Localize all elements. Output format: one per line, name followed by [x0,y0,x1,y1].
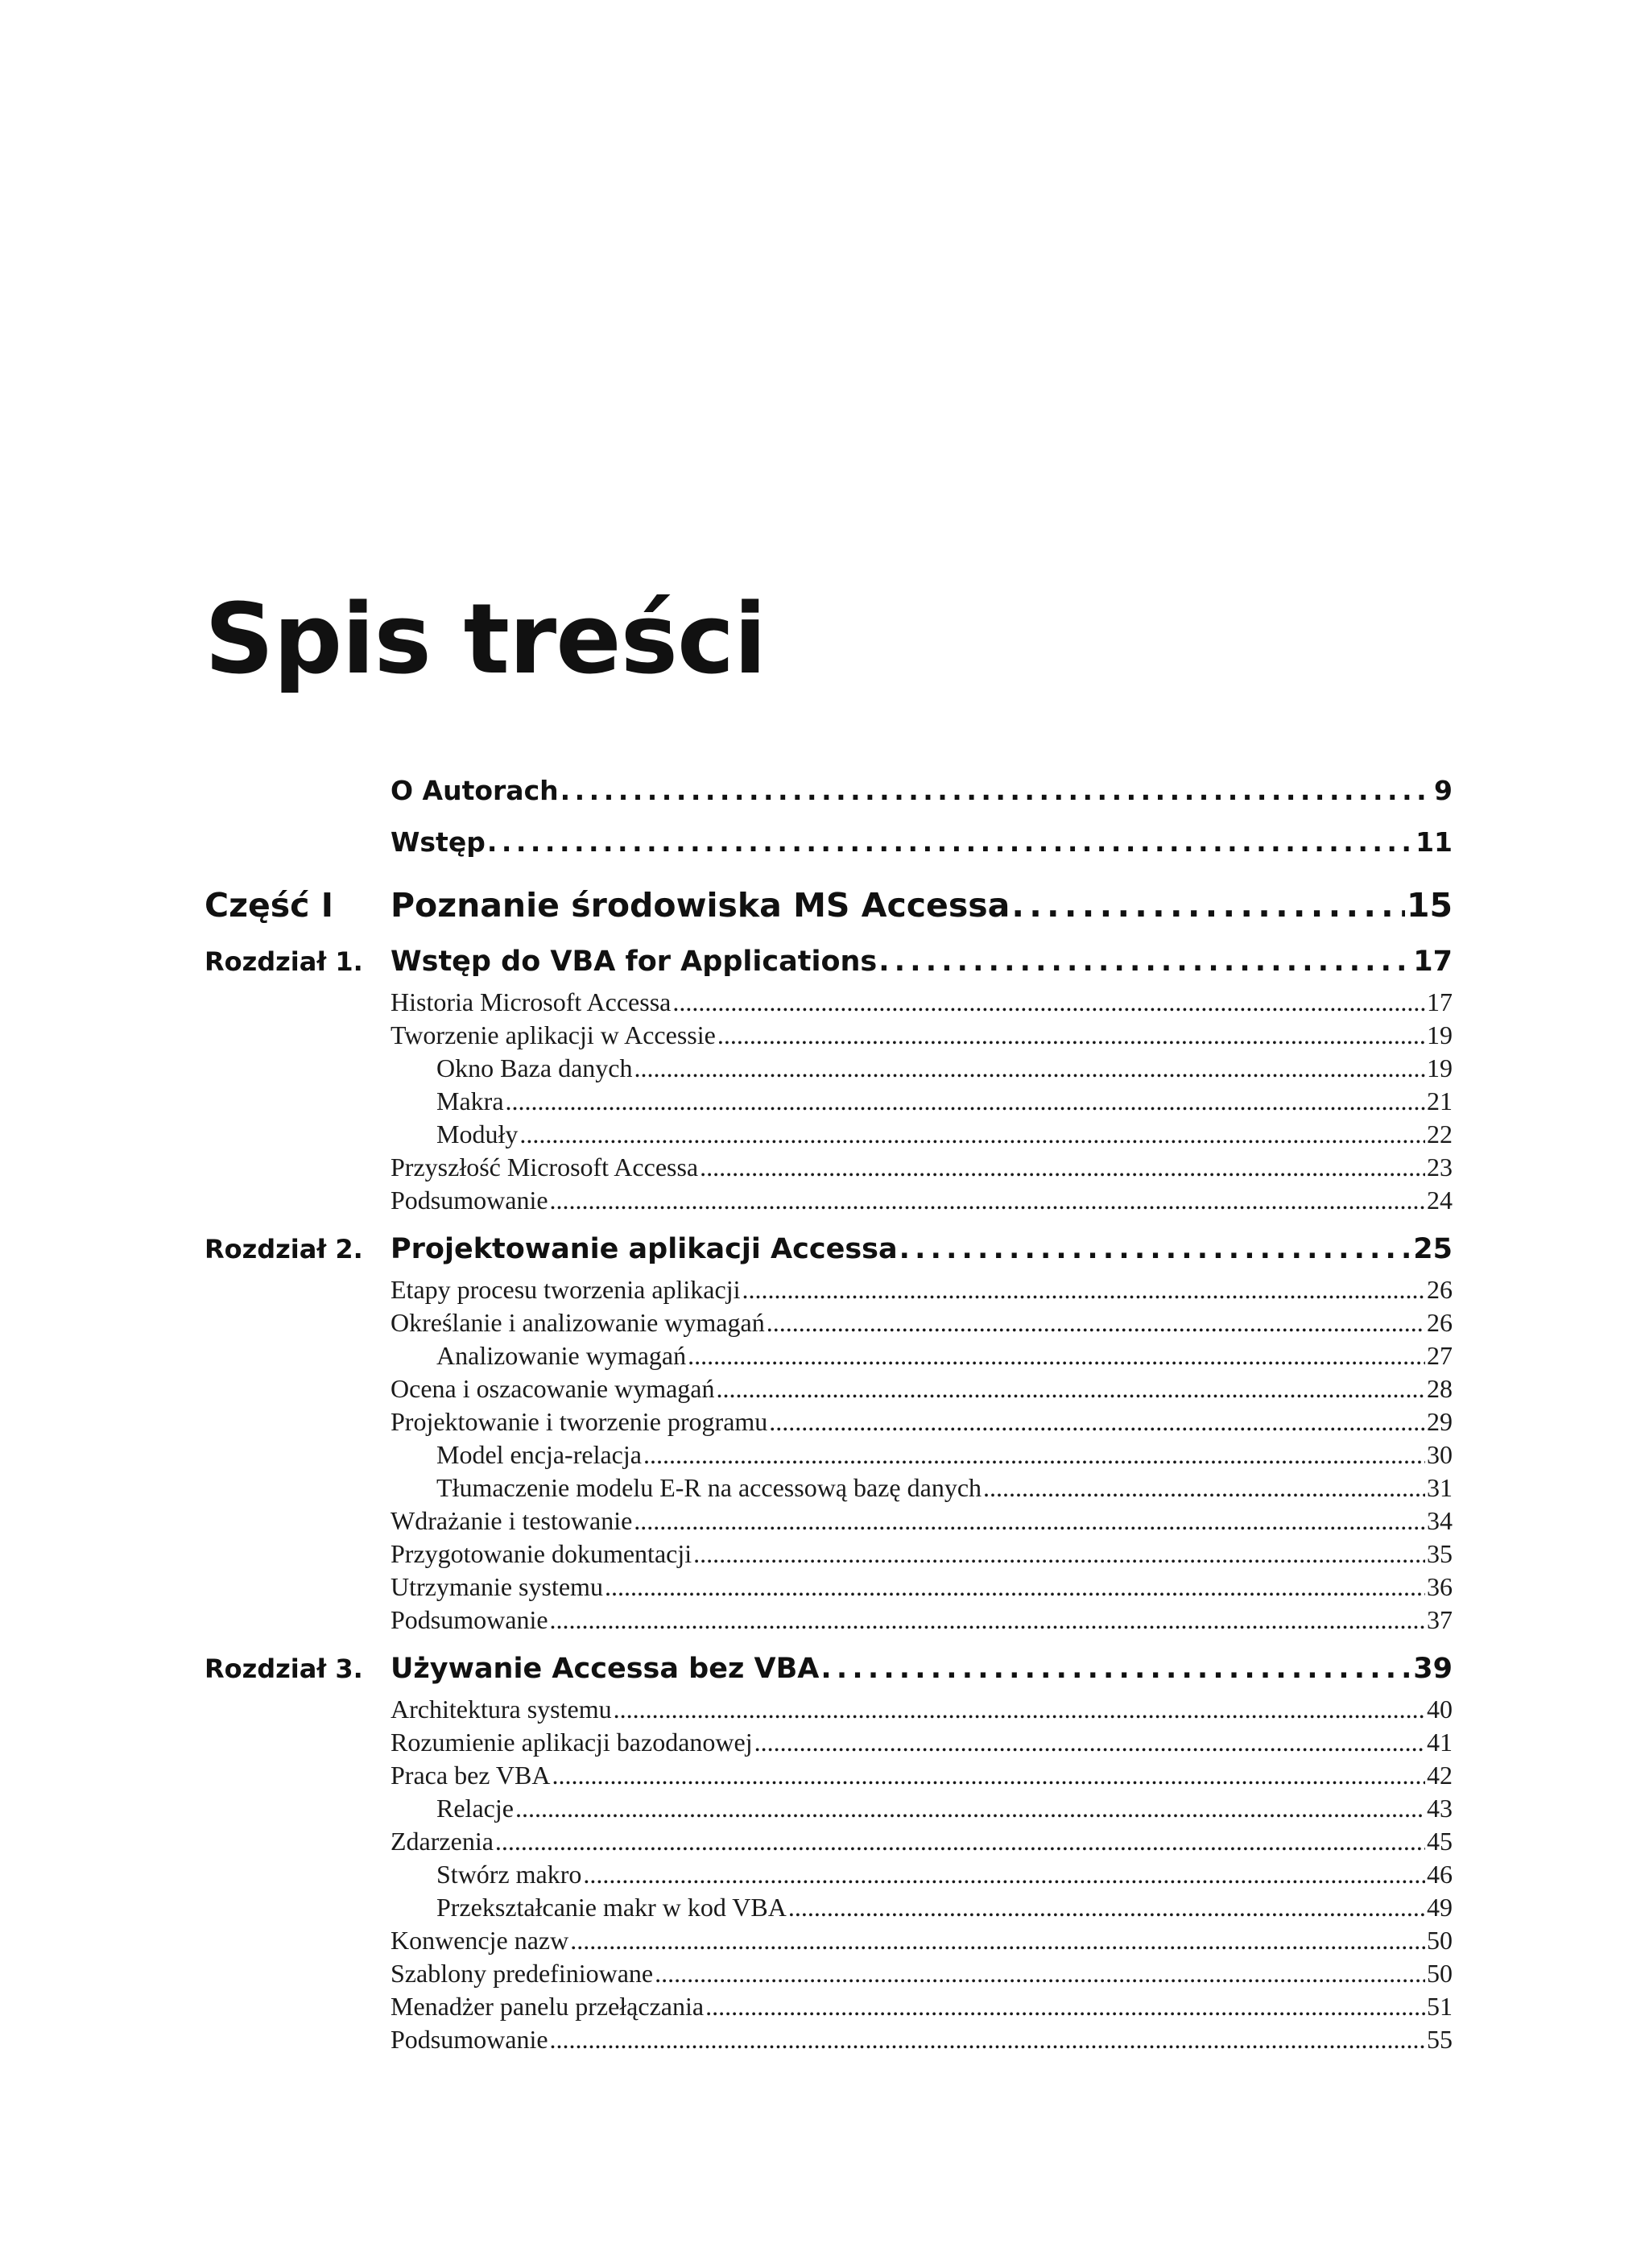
section-page: 31 [1427,1473,1453,1502]
section-title: Moduły [436,1120,519,1148]
section-page: 34 [1427,1506,1453,1535]
dot-leader [487,826,1414,858]
section-title: Przekształcanie makr w kod VBA [436,1893,787,1922]
toc-section[interactable] [205,1020,1453,1053]
toc-section[interactable] [205,1827,1453,1860]
dot-leader [820,1653,1411,1685]
toc-chapter-3[interactable] [205,1653,1453,1695]
dot-leader [705,1992,1425,2022]
chapter-title: Używanie Accessa bez VBA [391,1653,820,1685]
toc-section[interactable] [205,1959,1453,1992]
toc-entry-page: 9 [1434,775,1453,806]
section-title: Tłumaczenie modelu E-R na accessową bazę danych [436,1473,982,1502]
toc-subsection[interactable] [205,1053,1453,1086]
section-page: 43 [1427,1794,1453,1823]
dot-leader [717,1020,1425,1050]
section-title: Stwórz makro [436,1860,582,1889]
toc-section[interactable] [205,1153,1453,1186]
section-title: Określanie i analizowanie wymagań [391,1308,765,1337]
section-title: Model encja-relacja [436,1440,642,1469]
section-page: 30 [1427,1440,1453,1469]
toc-entry-title: O Autorach [391,775,559,806]
dot-leader [672,987,1425,1017]
toc-subsection[interactable] [205,1120,1453,1153]
dot-leader [614,1695,1425,1724]
section-page: 35 [1427,1539,1453,1568]
toc-section[interactable] [205,1506,1453,1539]
dot-leader [643,1440,1425,1470]
toc-section[interactable] [205,1539,1453,1572]
dot-leader [788,1893,1425,1922]
dot-leader [634,1506,1425,1536]
chapter-title: Wstęp do VBA for Applications [391,946,878,978]
section-title: Zdarzenia [391,1827,494,1856]
toc-section[interactable] [205,1186,1453,1219]
toc-section[interactable] [205,1275,1453,1308]
section-page: 21 [1427,1086,1453,1115]
section-title: Szablony predefiniowane [391,1959,654,1988]
section-page: 46 [1427,1860,1453,1889]
section-title: Przygotowanie dokumentacji [391,1539,692,1568]
toc-chapter-2[interactable] [205,1233,1453,1275]
dot-leader [605,1572,1425,1602]
dot-leader [550,1186,1425,1215]
toc-section[interactable] [205,1308,1453,1341]
section-page: 26 [1427,1275,1453,1304]
toc-entry-introduction[interactable] [205,826,1453,878]
section-page: 28 [1427,1374,1453,1403]
section-page: 55 [1427,2025,1453,2054]
section-page: 27 [1427,1341,1453,1370]
section-page: 23 [1427,1153,1453,1182]
toc-section[interactable] [205,1695,1453,1728]
toc-section[interactable] [205,2025,1453,2058]
dot-leader [754,1728,1425,1757]
toc-subsection[interactable] [205,1086,1453,1120]
dot-leader [742,1275,1425,1305]
section-title: Podsumowanie [391,1605,548,1634]
dot-leader [767,1308,1425,1338]
dot-leader [634,1053,1425,1083]
toc-subsection[interactable] [205,1794,1453,1827]
dot-leader [506,1086,1425,1116]
section-title: Praca bez VBA [391,1761,551,1790]
chapter-page: 25 [1413,1233,1453,1265]
toc-entry-page: 11 [1415,826,1453,858]
dot-leader [583,1860,1425,1889]
toc-subsection[interactable] [205,1893,1453,1926]
page-title: Spis treści [205,584,767,696]
chapter-title: Projektowanie aplikacji Accessa [391,1233,898,1265]
section-title: Tworzenie aplikacji w Accessie [391,1020,716,1049]
section-page: 36 [1427,1572,1453,1601]
section-title: Analizowanie wymagań [436,1341,687,1370]
section-page: 17 [1427,987,1453,1016]
dot-leader [519,1120,1425,1149]
toc-part-1[interactable] [205,886,1453,942]
section-title: Rozumienie aplikacji bazodanowej [391,1728,753,1757]
section-title: Przyszłość Microsoft Accessa [391,1153,699,1182]
dot-leader [552,1761,1425,1790]
section-title: Wdrażanie i testowanie [391,1506,633,1535]
part-label: Część I [205,886,333,925]
section-page: 19 [1427,1053,1453,1082]
chapter-label: Rozdział 1. [205,946,363,977]
section-page: 45 [1427,1827,1453,1856]
section-title: Historia Microsoft Accessa [391,987,672,1016]
section-page: 50 [1427,1926,1453,1955]
toc-section[interactable] [205,1728,1453,1761]
dot-leader [550,2025,1425,2055]
section-title: Podsumowanie [391,1186,548,1215]
toc-section[interactable] [205,987,1453,1020]
section-title: Projektowanie i tworzenie programu [391,1407,768,1436]
section-page: 24 [1427,1186,1453,1215]
section-title: Menadżer panelu przełączania [391,1992,705,2021]
toc-subsection[interactable] [205,1473,1453,1506]
part-title: Poznanie środowiska MS Accessa [391,886,1010,925]
dot-leader [899,1233,1412,1265]
section-page: 40 [1427,1695,1453,1724]
toc-subsection[interactable] [205,1440,1453,1473]
section-title: Makra [436,1086,504,1115]
toc-section[interactable] [205,1407,1453,1440]
dot-leader [570,1926,1425,1956]
section-page: 49 [1427,1893,1453,1922]
section-page: 42 [1427,1761,1453,1790]
toc-section[interactable] [205,1926,1453,1959]
dot-leader [700,1153,1425,1182]
toc-section[interactable] [205,1605,1453,1638]
toc-subsection[interactable] [205,1341,1453,1374]
dot-leader [550,1605,1425,1635]
table-of-contents [205,775,1453,2058]
toc-section[interactable] [205,1992,1453,2025]
toc-chapter-1[interactable] [205,946,1453,987]
section-page: 26 [1427,1308,1453,1337]
toc-entry-about-authors[interactable] [205,775,1453,826]
section-title: Okno Baza danych [436,1053,633,1082]
dot-leader [495,1827,1425,1856]
section-title: Podsumowanie [391,2025,548,2054]
section-page: 51 [1427,1992,1453,2021]
toc-section[interactable] [205,1374,1453,1407]
section-title: Utrzymanie systemu [391,1572,603,1601]
dot-leader [693,1539,1425,1569]
toc-section[interactable] [205,1572,1453,1605]
toc-section[interactable] [205,1761,1453,1794]
dot-leader [716,1374,1425,1404]
section-title: Relacje [436,1794,514,1823]
dot-leader [655,1959,1425,1989]
section-page: 22 [1427,1120,1453,1148]
dot-leader [983,1473,1425,1503]
chapter-page: 39 [1413,1653,1453,1685]
section-page: 19 [1427,1020,1453,1049]
dot-leader [1011,886,1405,925]
dot-leader [878,946,1411,978]
dot-leader [769,1407,1425,1437]
toc-subsection[interactable] [205,1860,1453,1893]
dot-leader [515,1794,1425,1823]
toc-entry-title: Wstęp [391,826,486,858]
section-title: Konwencje nazw [391,1926,569,1955]
section-page: 29 [1427,1407,1453,1436]
section-title: Architektura systemu [391,1695,612,1724]
dot-leader [688,1341,1425,1371]
chapter-page: 17 [1413,946,1453,978]
part-page: 15 [1406,886,1453,925]
section-title: Ocena i oszacowanie wymagań [391,1374,715,1403]
section-page: 41 [1427,1728,1453,1757]
section-page: 50 [1427,1959,1453,1988]
section-title: Etapy procesu tworzenia aplikacji [391,1275,741,1304]
chapter-label: Rozdział 3. [205,1653,363,1684]
dot-leader [560,775,1432,806]
chapter-label: Rozdział 2. [205,1234,363,1264]
section-page: 37 [1427,1605,1453,1634]
